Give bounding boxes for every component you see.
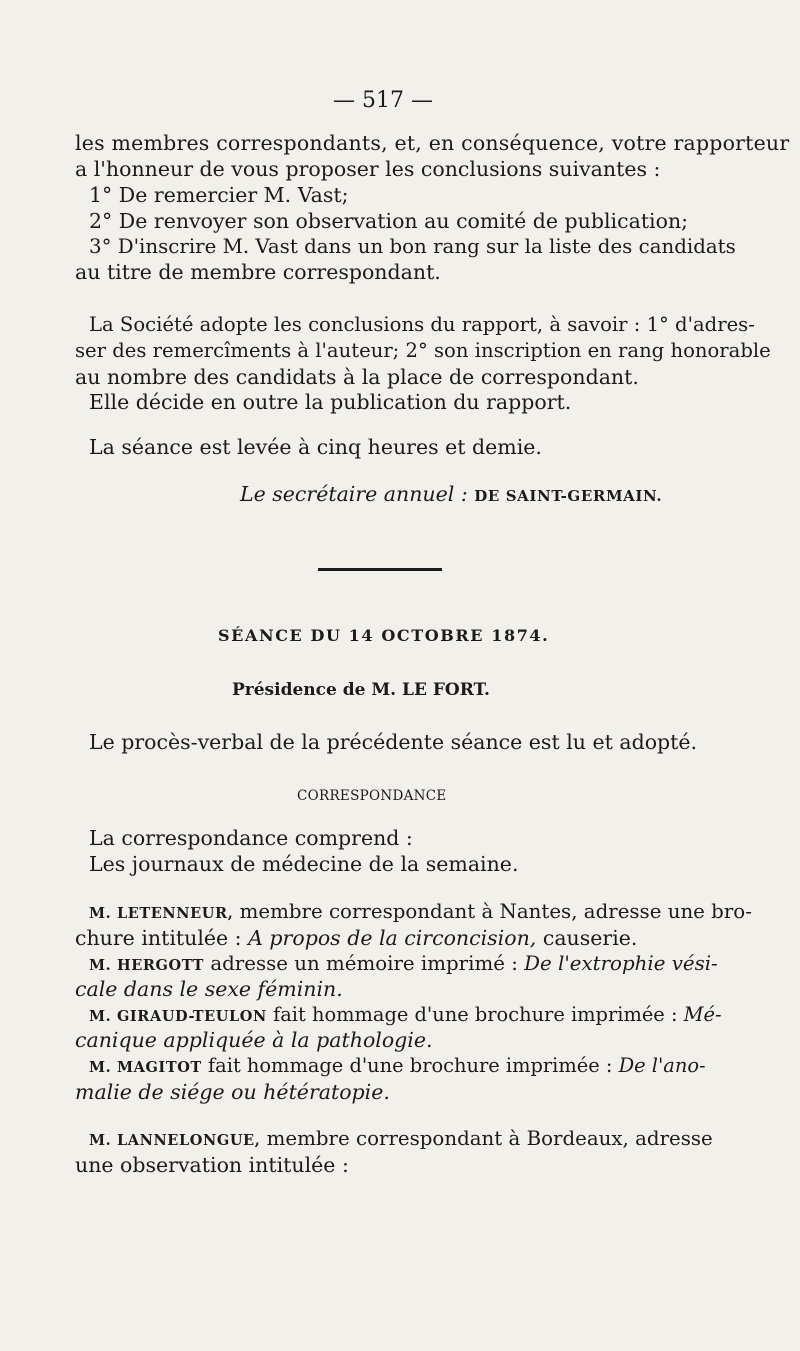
entry-lannelongue-line-1: M. LANNELONGUE, membre correspondant à Bordeaux, adresse <box>89 1127 713 1150</box>
correspondence-line-1: La correspondance comprend : <box>89 826 413 850</box>
adoption-line-4: Elle décide en outre la publication du rapport. <box>89 390 572 414</box>
entry-magitot-name: M. MAGITOT <box>89 1059 202 1076</box>
conclusion-item-2: 2° De renvoyer son observation au comité de publication; <box>89 209 689 233</box>
section-divider <box>318 568 442 571</box>
entry-letenneur-line-2: chure intitulée : A propos de la circoncision, causerie. <box>75 926 638 950</box>
conclusion-item-3: 3° D'inscrire M. Vast dans un bon rang sur la liste des candidats <box>89 235 736 258</box>
presidency-line: Présidence de M. LE FORT. <box>232 680 490 700</box>
entry-giraud-name: M. GIRAUD-TEULON <box>89 1008 267 1025</box>
page-number: — 517 — <box>333 88 433 113</box>
correspondence-heading: CORRESPONDANCE <box>297 788 447 804</box>
conclusion-item-1: 1° De remercier M. Vast; <box>89 183 349 207</box>
signature-label: Le secrétaire annuel : <box>240 482 468 506</box>
entry-giraud-line-1: M. GIRAUD-TEULON fait hommage d'une brochure imprimée : Mé- <box>89 1003 722 1026</box>
signature-line <box>240 482 662 508</box>
adoption-line-1: La Société adopte les conclusions du rapport, à savoir : 1° d'adres- <box>89 313 755 336</box>
entry-hergott-line-1: M. HERGOTT adresse un mémoire imprimé : De l'extrophie vési- <box>89 952 718 975</box>
entry-magitot-line-1: M. MAGITOT fait hommage d'une brochure imprimée : De l'ano- <box>89 1054 706 1077</box>
entry-hergott-name: M. HERGOTT <box>89 957 205 974</box>
entry-letenneur-name: M. LETENNEUR, <box>89 905 234 922</box>
intro-line-2: a l'honneur de vous proposer les conclusions suivantes : <box>75 157 661 181</box>
adoption-line-2: ser des remercîments à l'auteur; 2° son inscription en rang honorable <box>75 339 771 362</box>
entry-letenneur-line-1: M. LETENNEUR, membre correspondant à Nantes, adresse une bro- <box>89 900 752 923</box>
conclusion-item-3-cont: au titre de membre correspondant. <box>75 260 441 284</box>
session-title: SÉANCE DU 14 OCTOBRE 1874. <box>218 626 550 645</box>
closing-line: La séance est levée à cinq heures et demie. <box>89 435 542 459</box>
minutes-line: Le procès-verbal de la précédente séance est lu et adopté. <box>89 730 698 754</box>
intro-line-1: les membres correspondants, et, en conséquence, votre rapporteur <box>75 131 790 155</box>
entry-lannelongue-line-2: une observation intitulée : <box>75 1153 349 1177</box>
signature-name: DE SAINT-GERMAIN. <box>474 487 663 505</box>
entry-lannelongue-name: M. LANNELONGUE, <box>89 1132 261 1149</box>
entry-hergott-line-2: cale dans le sexe féminin. <box>75 977 343 1001</box>
entry-magitot-line-2: malie de siége ou hétératopie. <box>75 1080 390 1104</box>
entry-letenneur-title: A propos de la circoncision, <box>248 926 537 950</box>
entry-giraud-line-2: canique appliquée à la pathologie. <box>75 1028 433 1052</box>
correspondence-line-2: Les journaux de médecine de la semaine. <box>89 852 519 876</box>
adoption-line-3: au nombre des candidats à la place de correspondant. <box>75 365 639 389</box>
